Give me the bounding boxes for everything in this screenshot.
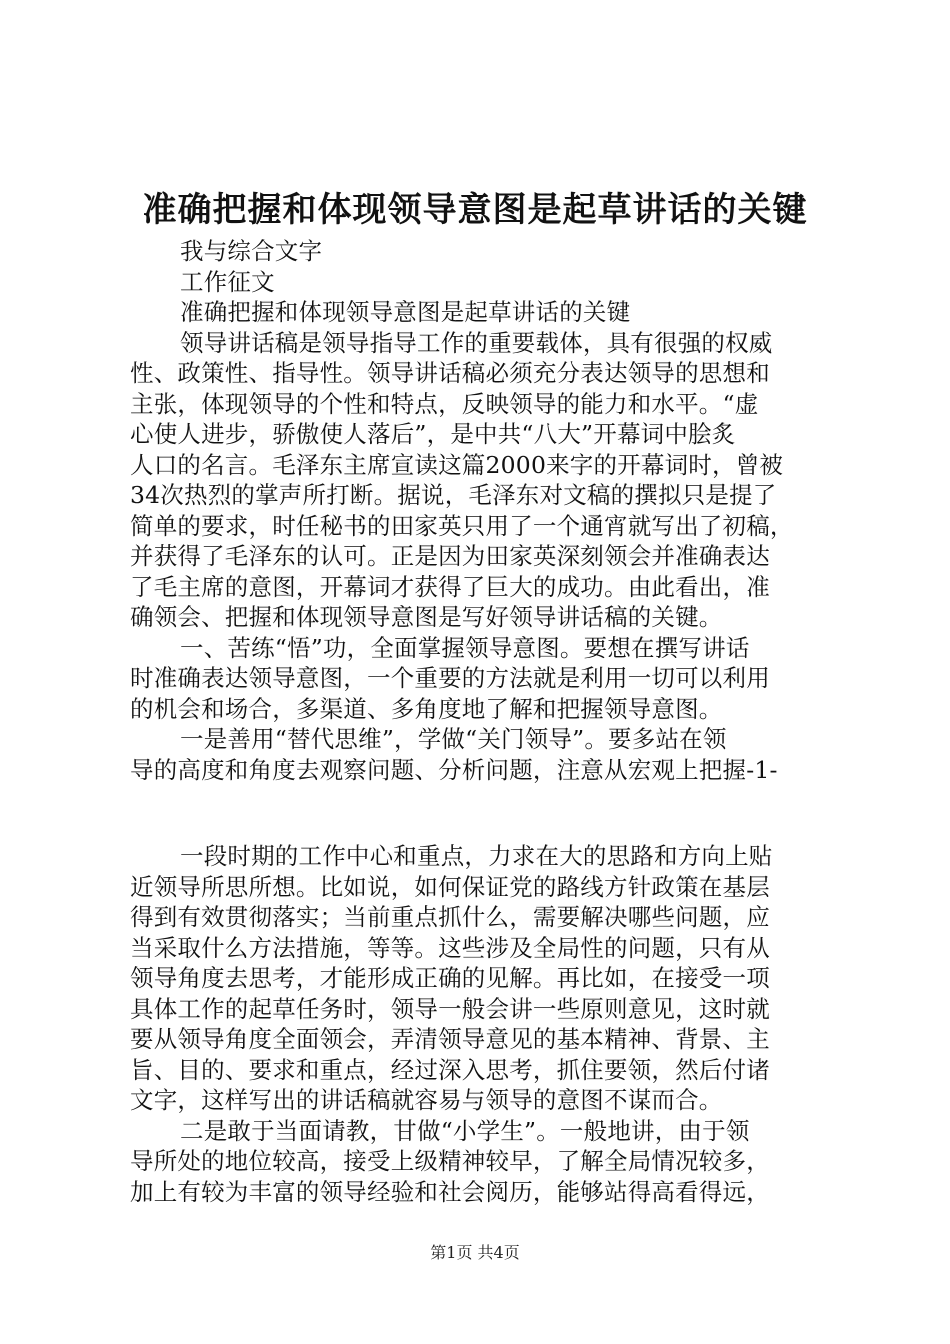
- text-line: 人口的名言。毛泽东主席宣读这篇2000来字的开幕词时，曾被: [130, 450, 784, 479]
- text-line: 具体工作的起草任务时，领导一般会讲一些原则意见，这时就: [130, 994, 770, 1023]
- text-line: 二是敢于当面请教，甘做“小学生”。一般地讲，由于领: [180, 1116, 750, 1145]
- text-line: 的机会和场合，多渠道、多角度地了解和把握领导意图。: [130, 694, 723, 723]
- text-line: 性、政策性、指导性。领导讲话稿必须充分表达领导的思想和: [130, 359, 770, 387]
- text-line: 确领会、把握和体现领导意图是写好领导讲话稿的关键。: [130, 603, 723, 631]
- document-title: 准确把握和体现领导意图是起草讲话的关键: [142, 190, 808, 230]
- text-line: 一、苦练“悟”功，全面掌握领导意图。要想在撰写讲话: [180, 633, 750, 662]
- text-line: 加上有较为丰富的领导经验和社会阅历，能够站得高看得远，: [130, 1177, 770, 1206]
- text-line: 一是善用“替代思维”，学做“关门领导”。要多站在领: [180, 725, 727, 753]
- text-line: 我与综合文字: [180, 237, 323, 265]
- text-line: 主张，体现领导的个性和特点，反映领导的能力和水平。“虚: [130, 389, 759, 418]
- text-line: 时准确表达领导意图，一个重要的方法就是利用一切可以利用: [130, 664, 770, 692]
- text-line: 了毛主席的意图，开幕词才获得了巨大的成功。由此看出，准: [130, 572, 770, 601]
- page-footer: 第1页 共4页: [430, 1243, 520, 1262]
- text-line: 得到有效贯彻落实；当前重点抓什么，需要解决哪些问题，应: [130, 903, 770, 931]
- text-line: 近领导所思所想。比如说，如何保证党的路线方针政策在基层: [130, 872, 770, 901]
- text-line: 文字，这样写出的讲话稿就容易与领导的意图不谋而合。: [130, 1086, 723, 1114]
- text-line: 要从领导角度全面领会，弄清领导意见的基本精神、背景、主: [130, 1025, 770, 1053]
- text-line: 一段时期的工作中心和重点，力求在大的思路和方向上贴: [180, 842, 773, 870]
- text-line: 简单的要求，时任秘书的田家英只用了一个通宵就写出了初稿，: [130, 511, 794, 540]
- text-line: 工作征文: [180, 267, 275, 296]
- text-line: 34次热烈的掌声所打断。据说，毛泽东对文稿的撰拟只是提了: [130, 481, 777, 509]
- text-line: 当采取什么方法措施，等等。这些涉及全局性的问题，只有从: [130, 933, 770, 962]
- document-body: [130, 236, 830, 1207]
- page-break-gap: [130, 785, 830, 841]
- text-line: 领导角度去思考，才能形成正确的见解。再比如，在接受一项: [130, 964, 770, 992]
- text-line: 领导讲话稿是领导指导工作的重要载体，具有很强的权威: [180, 328, 773, 357]
- text-line: 导所处的地位较高，接受上级精神较早，了解全局情况较多，: [130, 1147, 770, 1175]
- text-line: 并获得了毛泽东的认可。正是因为田家英深刻领会并准确表达: [130, 542, 770, 570]
- text-line: 导的高度和角度去观察问题、分析问题，注意从宏观上把握-1-: [130, 755, 778, 784]
- text-line: 准确把握和体现领导意图是起草讲话的关键: [180, 298, 631, 326]
- text-line: 心使人进步，骄傲使人落后”，是中共“八大”开幕词中脍炙: [130, 420, 736, 448]
- text-line: 旨、目的、要求和重点，经过深入思考，抓住要领，然后付诸: [130, 1055, 770, 1084]
